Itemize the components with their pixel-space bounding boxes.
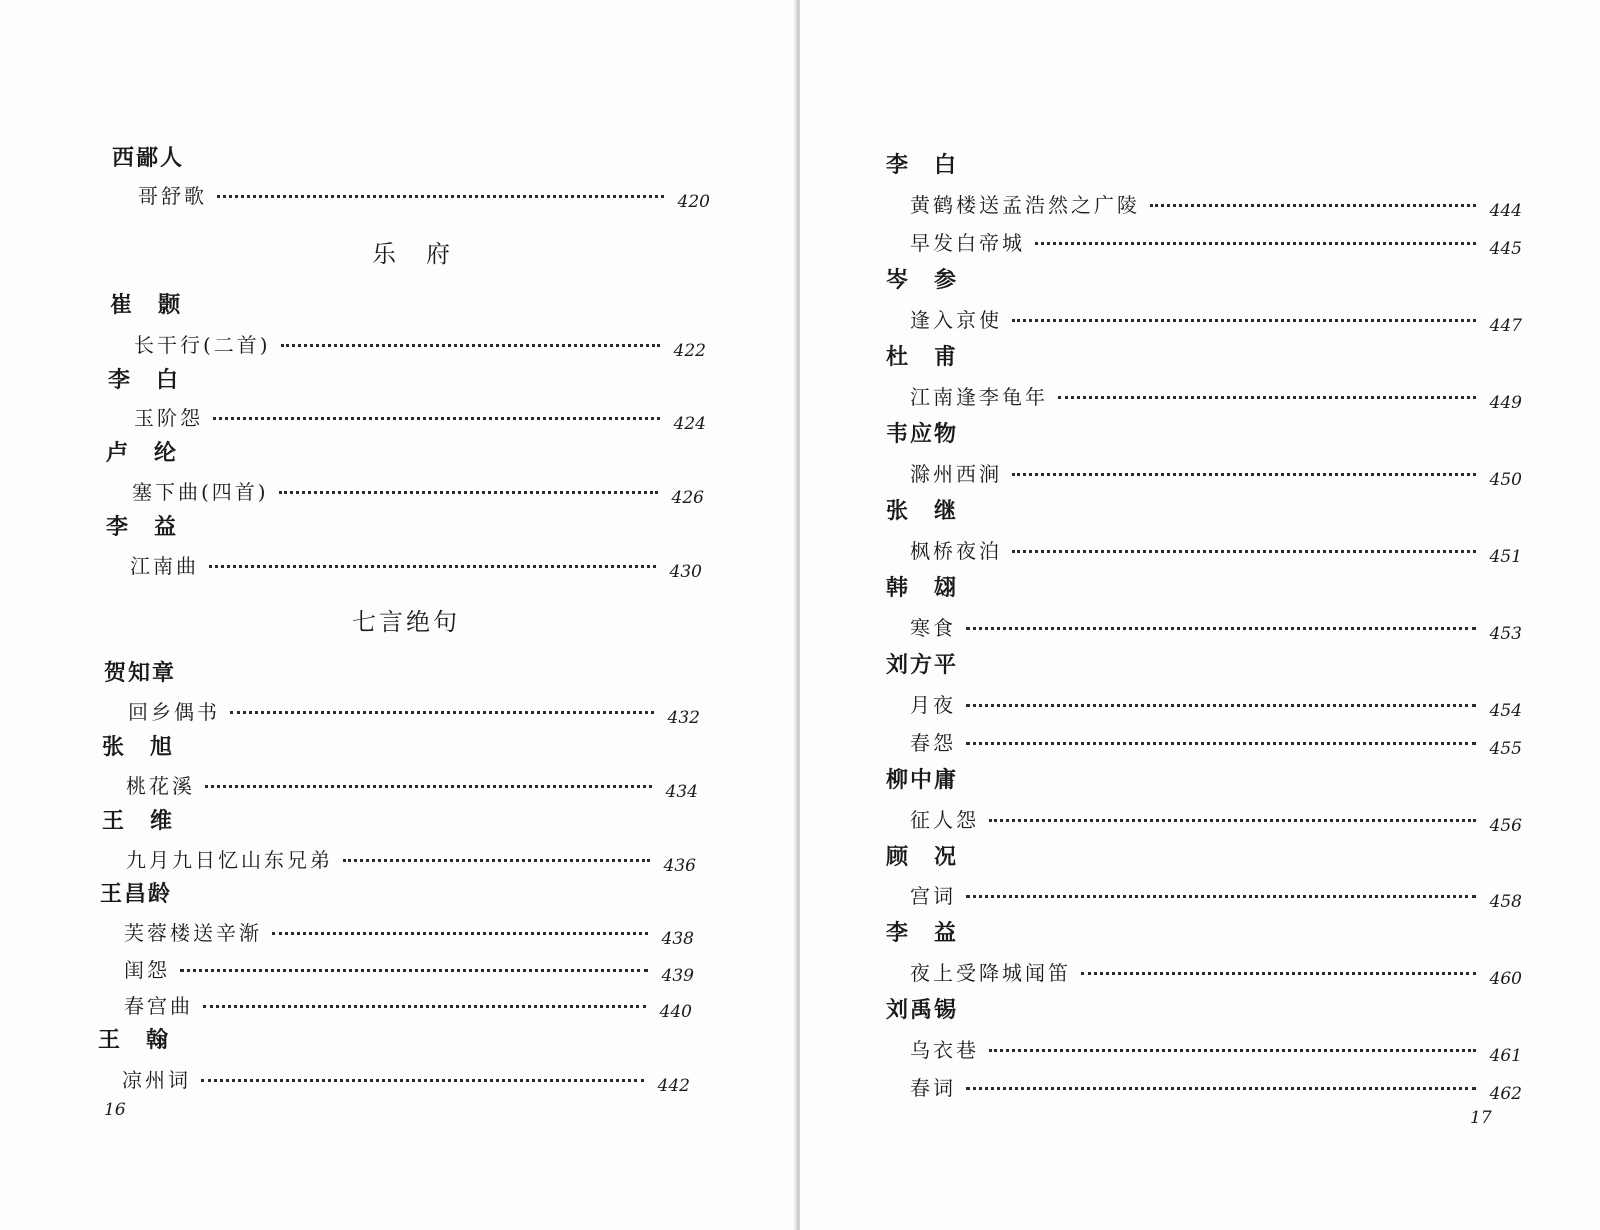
author-heading: 王 维 [102,808,175,834]
page-number: 451 [1489,547,1522,567]
author-heading: 李 白 [886,152,959,178]
right-page [800,0,1600,1230]
page-number: 424 [673,414,706,434]
author-heading: 韩 翃 [886,575,959,601]
dot-leader [230,711,654,714]
poem-title: 黄鹤楼送孟浩然之广陵 [910,193,1140,217]
toc-entry[interactable] [138,182,710,212]
author-heading: 韦应物 [886,421,959,447]
page-number: 426 [671,488,704,508]
page-number: 442 [657,1076,690,1096]
page-number: 434 [665,782,698,802]
author-heading: 贺知章 [104,660,177,686]
poem-title: 月夜 [910,693,956,717]
dot-leader [205,785,652,788]
toc-entry[interactable] [910,959,1522,989]
page-number: 436 [663,856,696,876]
dot-leader [989,1049,1476,1052]
page-number: 456 [1489,816,1522,836]
poem-title: 春词 [910,1076,956,1100]
page-number: 438 [661,929,694,949]
page-number: 439 [661,966,694,986]
poem-title: 回乡偶书 [128,700,220,724]
poem-title: 九月九日忆山东兄弟 [126,848,333,872]
page-folio: 16 [104,1100,126,1120]
poem-title: 闺怨 [124,958,170,982]
poem-title: 乌衣巷 [910,1038,979,1062]
dot-leader [343,859,650,862]
author-heading: 杜 甫 [886,344,959,370]
dot-leader [213,417,660,420]
poem-title: 塞下曲(四首) [132,480,269,504]
page-number: 422 [673,341,706,361]
page-number: 453 [1489,624,1522,644]
dot-leader [180,969,648,972]
poem-title: 玉阶怨 [134,406,203,430]
page-folio: 17 [1470,1108,1492,1128]
dot-leader [1012,473,1476,476]
poem-title: 芙蓉楼送辛渐 [124,921,262,945]
dot-leader [272,932,648,935]
poem-title: 征人怨 [910,808,979,832]
toc-entry[interactable] [910,1074,1522,1104]
toc-entry[interactable] [124,992,692,1022]
poem-title: 寒食 [910,616,956,640]
author-heading: 刘禹锡 [886,997,959,1023]
author-heading: 西鄙人 [112,145,185,171]
author-heading: 张 继 [886,498,959,524]
poem-title: 逢入京使 [910,308,1002,332]
dot-leader [989,819,1476,822]
poem-title: 枫桥夜泊 [910,539,1002,563]
author-heading: 岑 参 [886,267,959,293]
toc-entry[interactable] [910,306,1522,336]
toc-entry[interactable] [910,806,1522,836]
poem-title: 江南逢李龟年 [910,385,1048,409]
page-number: 444 [1489,201,1522,221]
author-heading: 崔 颢 [110,292,183,318]
toc-entry[interactable] [910,691,1522,721]
toc-entry[interactable] [128,698,700,728]
page-number: 447 [1489,316,1522,336]
toc-entry[interactable] [910,383,1522,413]
page-number: 420 [677,192,710,212]
toc-entry[interactable] [910,460,1522,490]
poem-title: 哥舒歌 [138,184,207,208]
dot-leader [203,1005,646,1008]
author-heading: 刘方平 [886,652,959,678]
toc-entry[interactable] [910,1036,1522,1066]
page-number: 450 [1489,470,1522,490]
poem-title: 长干行(二首) [134,333,271,357]
author-heading: 李 白 [108,367,181,393]
dot-leader [1058,396,1476,399]
dot-leader [966,704,1476,707]
author-heading: 王昌龄 [100,881,173,907]
section-heading: 乐 府 [372,240,453,268]
page-number: 455 [1489,739,1522,759]
author-heading: 顾 况 [886,844,959,870]
dot-leader [1035,242,1476,245]
dot-leader [966,742,1476,745]
dot-leader [217,195,664,198]
author-heading: 李 益 [886,920,959,946]
left-page [0,0,795,1230]
page-number: 445 [1489,239,1522,259]
toc-entry[interactable] [124,919,694,949]
author-heading: 柳中庸 [886,767,959,793]
poem-title: 夜上受降城闻笛 [910,961,1071,985]
dot-leader [279,491,658,494]
toc-entry[interactable] [126,772,698,802]
toc-entry[interactable] [122,1066,690,1096]
page-number: 430 [669,562,702,582]
dot-leader [1150,204,1476,207]
poem-title: 凉州词 [122,1068,191,1092]
page-number: 432 [667,708,700,728]
toc-entry[interactable] [126,846,696,876]
toc-entry[interactable] [124,956,694,986]
toc-entry[interactable] [910,729,1522,759]
poem-title: 宫词 [910,884,956,908]
page-number: 440 [659,1002,692,1022]
dot-leader [1012,319,1476,322]
toc-entry[interactable] [132,478,704,508]
poem-title: 滁州西涧 [910,462,1002,486]
author-heading: 张 旭 [102,734,175,760]
author-heading: 李 益 [106,514,179,540]
poem-title: 春怨 [910,731,956,755]
page-number: 462 [1489,1084,1522,1104]
author-heading: 卢 纶 [106,440,179,466]
section-heading: 七言绝句 [352,608,460,636]
poem-title: 早发白帝城 [910,231,1025,255]
page-number: 449 [1489,393,1522,413]
dot-leader [1012,550,1476,553]
dot-leader [966,895,1476,898]
toc-entry[interactable] [910,882,1522,912]
toc-entry[interactable] [910,191,1522,221]
toc-entry[interactable] [910,229,1522,259]
author-heading: 王 翰 [98,1027,171,1053]
dot-leader [966,1087,1476,1090]
toc-entry[interactable] [134,404,706,434]
toc-entry[interactable] [130,552,702,582]
dot-leader [966,627,1476,630]
dot-leader [209,565,656,568]
dot-leader [1081,972,1476,975]
page-number: 460 [1489,969,1522,989]
toc-entry[interactable] [910,614,1522,644]
dot-leader [201,1079,644,1082]
page-number: 458 [1489,892,1522,912]
toc-entry[interactable] [134,331,706,361]
poem-title: 桃花溪 [126,774,195,798]
poem-title: 春宫曲 [124,994,193,1018]
toc-entry[interactable] [910,537,1522,567]
page-number: 454 [1489,701,1522,721]
poem-title: 江南曲 [130,554,199,578]
page-number: 461 [1489,1046,1522,1066]
dot-leader [281,344,660,347]
